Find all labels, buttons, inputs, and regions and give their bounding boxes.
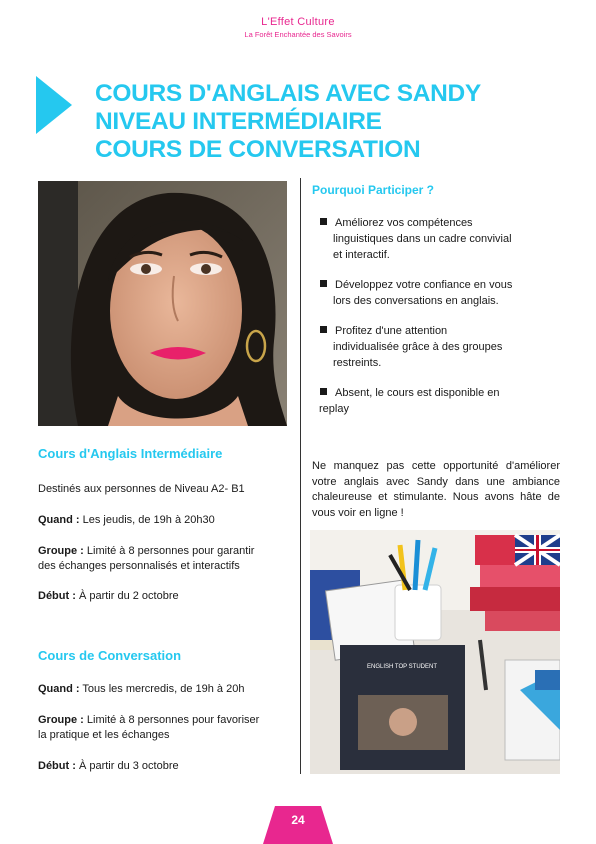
- list-item: Développez votre confiance en vous lors des conversations en anglais.: [320, 277, 545, 309]
- group-label: Groupe :: [38, 545, 84, 557]
- list-item: Profitez d'une attention individualisée grâce à des groupes restreints.: [320, 323, 545, 371]
- start-line-1: [38, 588, 179, 604]
- when-label: Quand :: [38, 683, 80, 695]
- call-to-action-text: Ne manquez pas cette opportunité d'améliorer votre anglais avec Sandy dans une ambiance chaleureuse et stimulante. Nous avons hâte de vous voir en ligne !: [312, 460, 560, 519]
- title-line-2: NIVEAU INTERMÉDIAIRE: [95, 108, 382, 135]
- section-heading-intermediate: Cours d'Anglais Intermédiaire: [38, 446, 223, 461]
- teacher-portrait-photo: [38, 181, 287, 426]
- start-value: À partir du 3 octobre: [75, 760, 179, 772]
- start-label: Début :: [38, 590, 76, 602]
- column-divider: [300, 178, 301, 774]
- bullet-square-icon: [320, 388, 327, 395]
- why-heading: Pourquoi Participer ?: [312, 183, 435, 197]
- start-label: Début :: [38, 760, 76, 772]
- page-number: 24: [291, 813, 305, 827]
- brand-name: L'Effet Culture: [261, 16, 335, 28]
- group-label: Groupe :: [38, 714, 84, 726]
- group-line-2b: la pratique et les échanges: [38, 729, 170, 741]
- audience-text: Destinés aux personnes de Niveau A2- B1: [38, 483, 245, 495]
- when-value: Tous les mercredis, de 19h à 20h: [79, 683, 245, 695]
- title-line-3: COURS DE CONVERSATION: [95, 136, 421, 163]
- group-line-1b: des échanges personnalisés et interactifs: [38, 560, 240, 572]
- brand-tagline: La Forêt Enchantée des Savoirs: [244, 30, 352, 39]
- schedule-line-2: [38, 681, 244, 697]
- start-value: À partir du 2 octobre: [75, 590, 179, 602]
- bullet-square-icon: [320, 280, 327, 287]
- when-label: Quand :: [38, 514, 80, 526]
- title-line-1: COURS D'ANGLAIS AVEC SANDY: [95, 80, 481, 107]
- schedule-line-1: [38, 512, 215, 528]
- start-line-2: [38, 758, 179, 774]
- group-line-1: [38, 543, 254, 559]
- title-arrow-icon: [36, 76, 72, 134]
- list-item: Améliorez vos compétences linguistiques dans un cadre convivial et interactif.: [320, 215, 545, 263]
- book-title: ENGLISH TOP STUDENT: [366, 664, 438, 670]
- bullet-square-icon: [320, 218, 327, 225]
- bullet-square-icon: [320, 326, 327, 333]
- list-item: Absent, le cours est disponible en replay: [319, 387, 500, 415]
- study-desk-photo: [310, 530, 560, 774]
- section-heading-conversation: Cours de Conversation: [38, 648, 182, 663]
- portrait-image: [38, 181, 287, 426]
- page-title: [95, 80, 481, 164]
- group-value: Limité à 8 personnes pour favoriser: [83, 714, 260, 726]
- group-line-2: [38, 712, 259, 728]
- when-value: Les jeudis, de 19h à 20h30: [79, 514, 215, 526]
- group-value: Limité à 8 personnes pour garantir: [83, 545, 255, 557]
- desk-image: [310, 530, 560, 774]
